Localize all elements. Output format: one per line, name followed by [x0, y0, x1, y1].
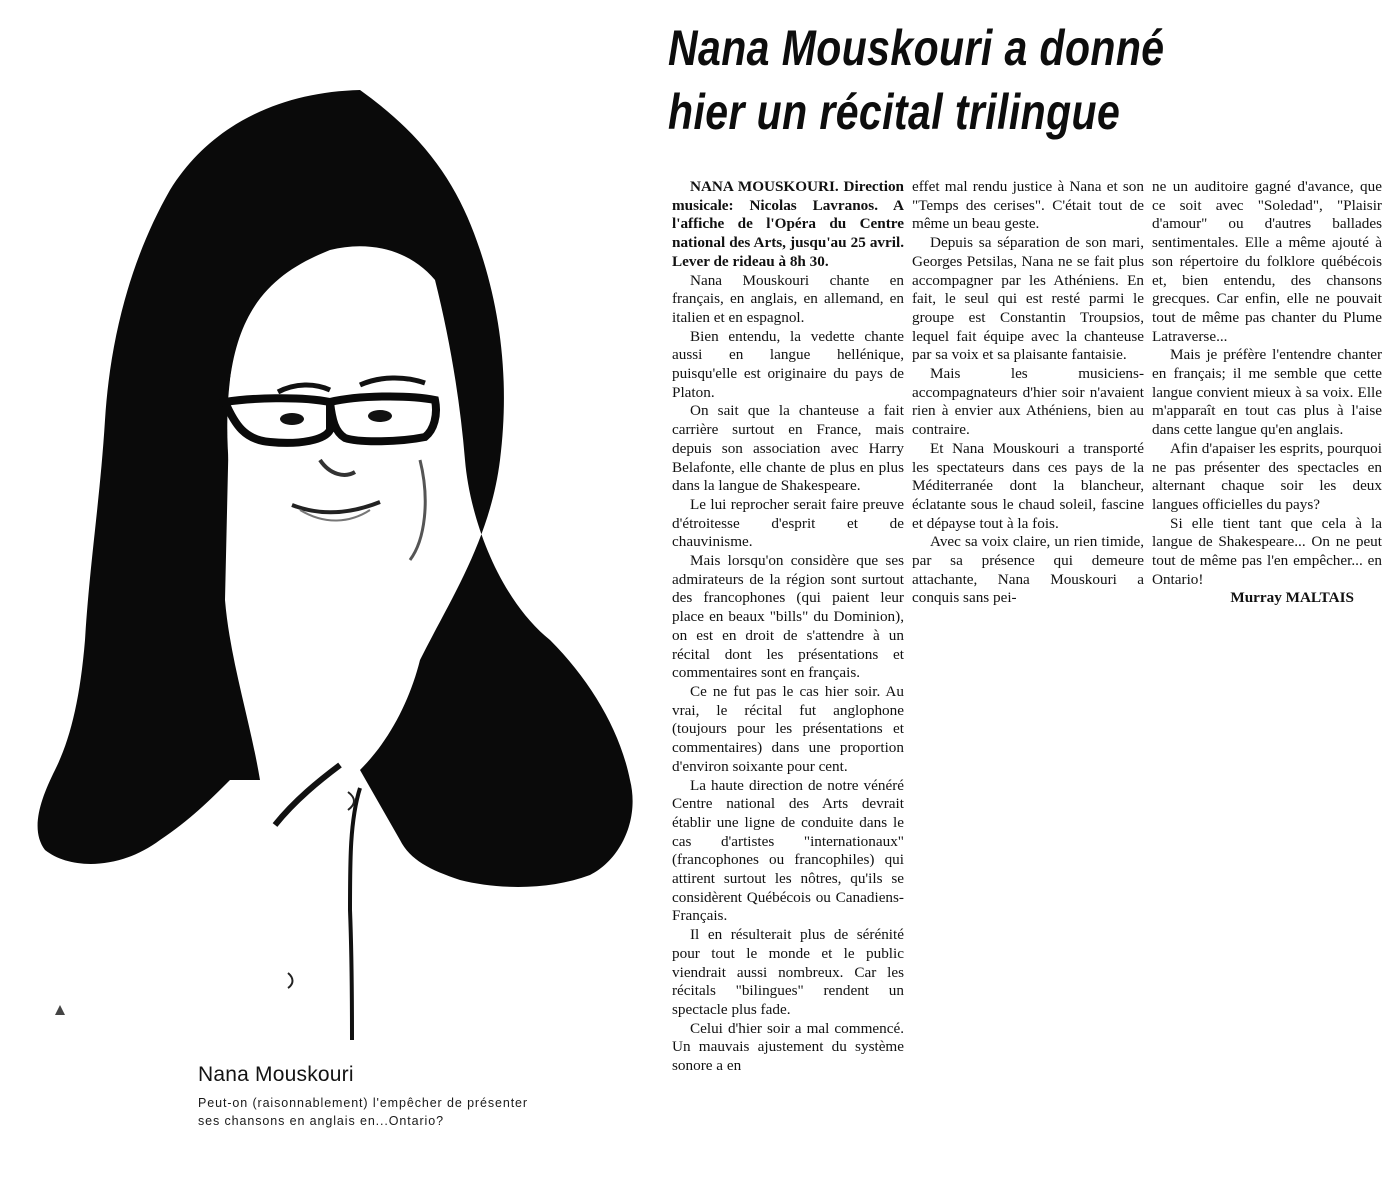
article-column-2 [912, 178, 1144, 608]
paragraph: On sait que la chanteuse a fait carrière surtout en France, mais depuis son association avec Harry Belafonte, elle chante de plus en plus dans la langue de Shakespeare. [672, 402, 904, 495]
photo-caption-title: Nana Mouskouri [198, 1063, 354, 1086]
paragraph: Nana Mouskouri chante en français, en anglais, en allemand, en italien et en espagnol. [672, 271, 904, 326]
paragraph: Bien entendu, la vedette chante aussi en langue hellénique, puisqu'elle est originaire du pays de Platon. [672, 327, 904, 401]
paragraph: Avec sa voix claire, un rien timide, par sa présence qui demeure attachante, Nana Mouskouri a conquis sans pei- [912, 533, 1144, 607]
article-column-3 [1152, 178, 1382, 608]
paragraph: La haute direction de notre vénéré Centre national des Arts devrait établir une ligne de conduite dans le cas d'artistes "internationaux" (francophones ou francophiles) qui attirent surtout les nôtres, qu'ils se considèrent Québécois ou Canadiens-Français. [672, 776, 904, 925]
headline [668, 16, 1258, 144]
photo-caption-text: Peut-on (raisonnablement) l'empêcher de présenter ses chansons en anglais en...Ontario? [198, 1096, 528, 1128]
photo-face [227, 251, 458, 593]
photo-collar [275, 765, 340, 825]
paragraph: Si elle tient tant que cela à la langue de Shakespeare... On ne peut tout de même pas l'en empêcher... en Ontario! [1152, 514, 1382, 588]
headline-line-1: Nana Mouskouri a donné [668, 20, 1165, 76]
portrait-photo [30, 80, 660, 1060]
byline: Murray MALTAIS [1230, 589, 1354, 607]
paragraph: Et Nana Mouskouri a transporté les spectateurs dans ces pays de la Méditerranée dont la blancheur, éclatante sous le chaud soleil, fascine et dépayse tout à la fois. [912, 439, 1144, 532]
paragraph: Mais les musiciens-accompagnateurs d'hier soir n'avaient rien à envier aux Athéniens, bien au contraire. [912, 365, 1144, 439]
headline-line-2: hier un récital trilingue [668, 84, 1121, 140]
paragraph: Ce ne fut pas le cas hier soir. Au vrai, le récital fut anglophone (toujours pour les présentations et commentaires) dans une proportion d'environ soixante pour cent. [672, 682, 904, 775]
paragraph: Afin d'apaiser les esprits, pourquoi ne pas présenter des spectacles en alternant chaque soir les deux langues officielles du pays? [1152, 439, 1382, 513]
paragraph: Mais lorsqu'on considère que ses admirateurs de la région sont surtout des francophones (qui paient leur place en beaux "bills" du Dominion), on est en droit de s'attendre à un récital dont les présentations et commentaires sont en français. [672, 552, 904, 682]
article-lead: NANA MOUSKOURI. Direction musicale: Nicolas Lavranos. A l'affiche de l'Opéra du Centre national des Arts, jusqu'au 25 avril. Lever de rideau à 8h 30. [672, 178, 904, 270]
paragraph: Le lui reprocher serait faire preuve d'étroitesse d'esprit et de chauvinisme. [672, 495, 904, 551]
paragraph: Celui d'hier soir a mal commencé. Un mauvais ajustement du système sonore a en [672, 1019, 904, 1075]
paragraph: Il en résulterait plus de sérénité pour tout le monde et le public viendrait aussi nombreux. Car les récitals "bilingues" rendent un spectacle plus fade. [672, 926, 904, 1018]
paragraph: ne un auditoire gagné d'avance, que ce soit avec "Soledad", "Plaisir d'amour" ou d'autres ballades sentimentales. Elle a même ajouté à son répertoire du folklore québécois et, bien entendu, des chansons grecques. Car enfin, elle ne pouvait tout de même pas chanter du Plume Latraverse... [1152, 178, 1382, 345]
paragraph: Depuis sa séparation de son mari, Georges Petsilas, Nana ne se fait plus accompagner par les Athéniens. En fait, le seul qui est resté parmi le groupe est Constantin Troupsios, lequel fait équipe avec la chanteuse par sa voix et sa plaisante fantaisie. [912, 234, 1144, 364]
paragraph: Mais je préfère l'entendre chanter en français; il me semble que cette langue convient mieux à sa voix. Elle m'apparaît en tout cas plus à l'aise dans cette langue qu'en anglais. [1152, 346, 1382, 439]
article-column-1 [672, 178, 904, 1076]
paragraph: effet mal rendu justice à Nana et son "Temps des cerises". C'était tout de même un beau geste. [912, 178, 1144, 233]
